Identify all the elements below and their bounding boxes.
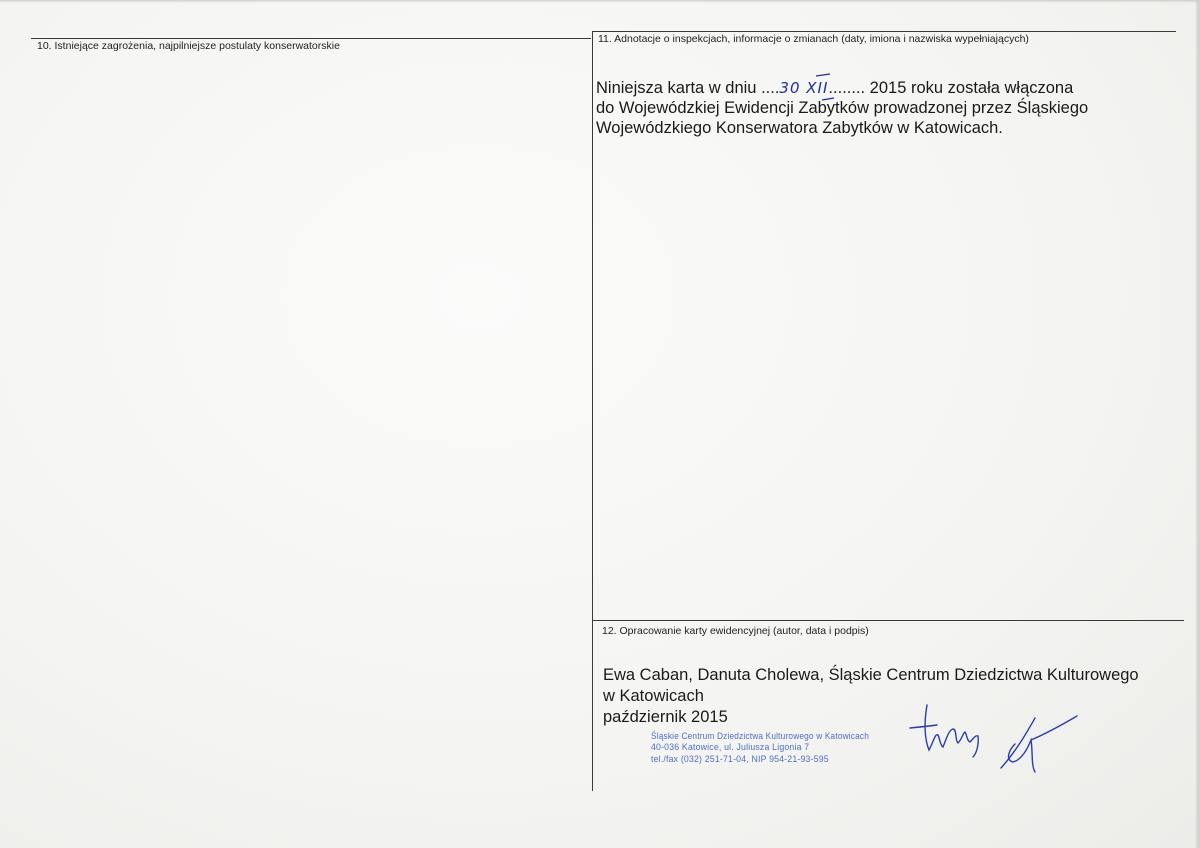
stamp-line-1: Śląskie Centrum Dziedzictwa Kulturowego w Katowicach [651, 731, 870, 741]
stamp-line-2: 40-036 Katowice, ul. Juliusza Ligonia 7 [651, 742, 810, 753]
scan-edge-right [1195, 0, 1199, 848]
section-12-label: 12. Opracowanie karty ewidencyjnej (autor, data i podpis) [602, 625, 869, 637]
section-10-label: 10. Istniejące zagrożenia, najpilniejsze postulaty konserwatorskie [37, 40, 340, 52]
column-divider [592, 31, 593, 791]
institution-stamp [651, 730, 869, 766]
authors-line-2: w Katowicach [603, 687, 704, 705]
handwritten-date: 30 XII [779, 79, 829, 97]
annotation-line-2: do Wojewódzkiej Ewidencji Zabytków prowadzonej przez Śląskiego [596, 99, 1089, 117]
section-11-top-line [592, 31, 1176, 32]
authors-line-1: Ewa Caban, Danuta Cholewa, Śląskie Centrum Dziedzictwa Kulturowego [603, 666, 1139, 684]
annotation-line-1-prefix: Niniejsza karta w dniu .... [596, 79, 780, 97]
section-12-top-line [592, 620, 1184, 621]
annotation-line-3: Wojewódzkiego Konserwatora Zabytków w Katowicach. [596, 119, 1003, 137]
annotation-line-1-suffix: ........ 2015 roku została włączona [828, 79, 1074, 97]
signature-1 [905, 695, 1000, 760]
stamp-line-3: tel./fax (032) 251-71-04, NIP 954-21-93-595 [651, 754, 829, 765]
section-11-label: 11. Adnotacje o inspekcjach, informacje o zmianach (daty, imiona i nazwiska wypełniających) [598, 33, 1029, 45]
signature-2 [995, 710, 1085, 780]
scan-edge-top [0, 0, 1199, 3]
date-handwriting-marks [800, 70, 840, 102]
section-10-top-line [31, 38, 591, 39]
authors-line-3: październik 2015 [603, 708, 728, 726]
